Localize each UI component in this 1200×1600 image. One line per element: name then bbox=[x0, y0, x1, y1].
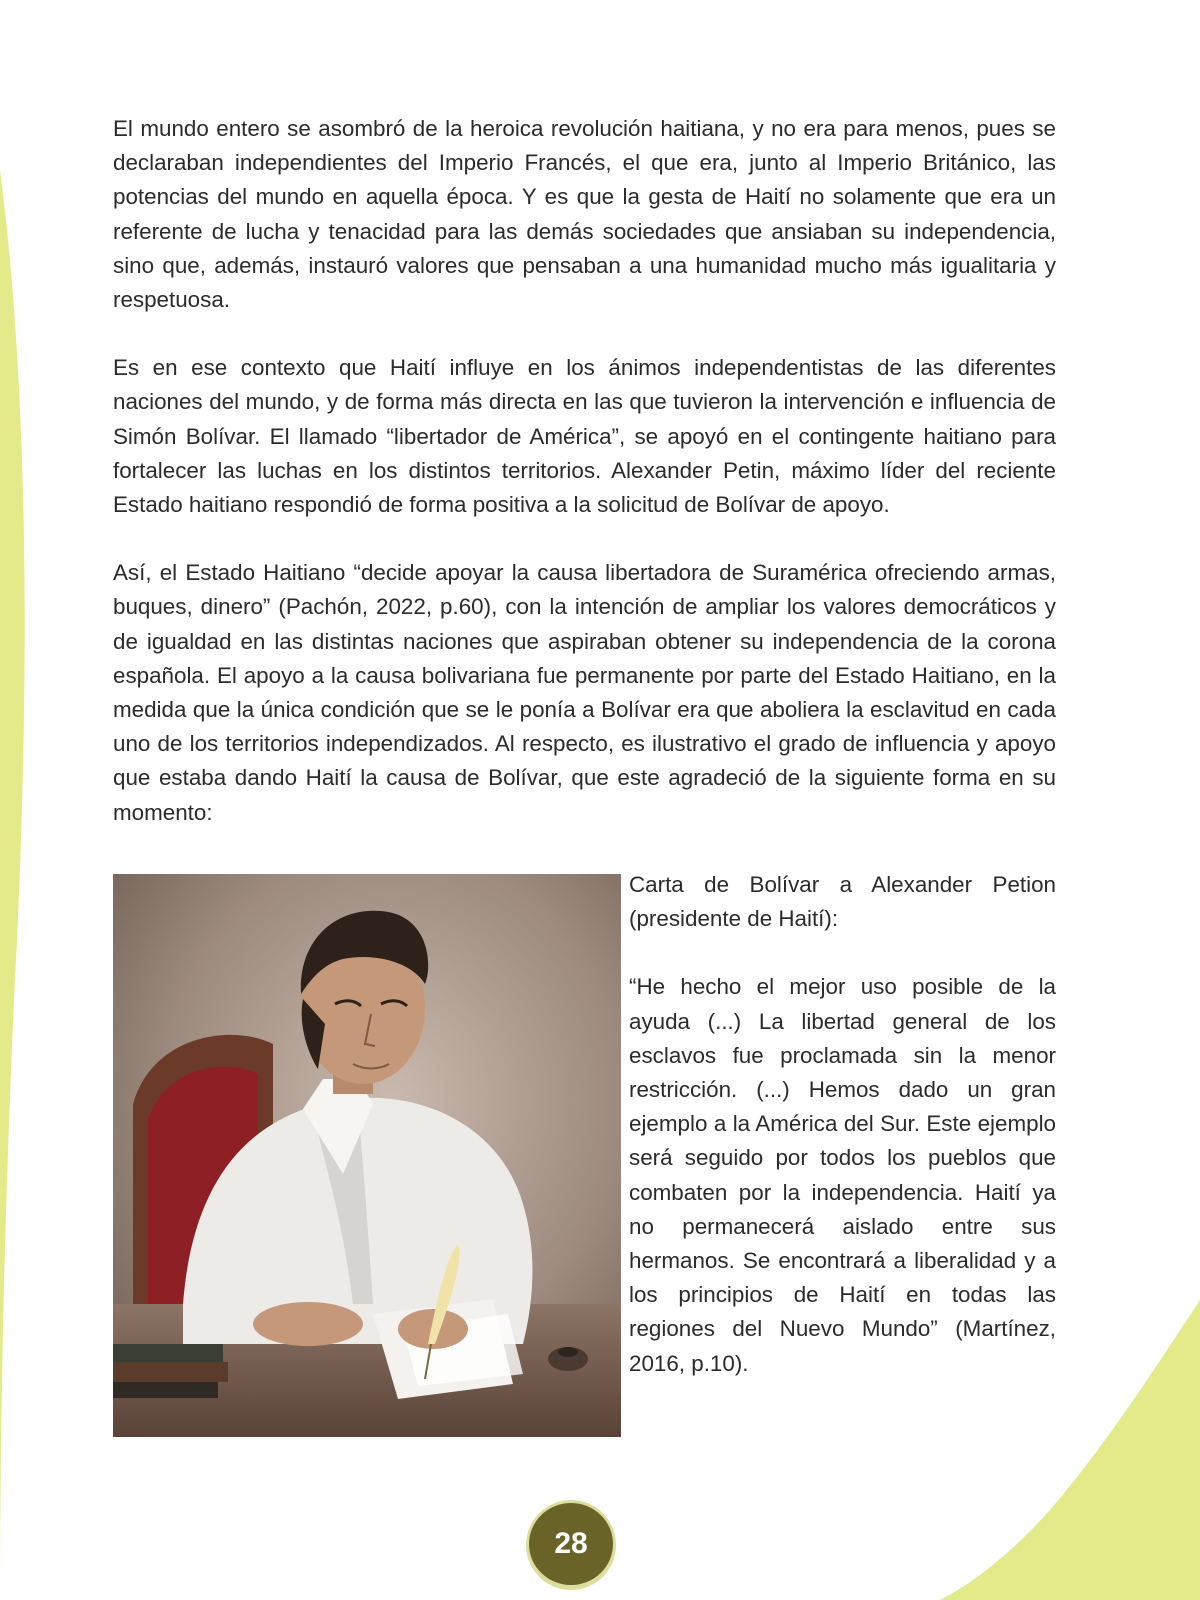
paragraph-1: El mundo entero se asombró de la heroica revolución haitiana, y no era para menos, pues se declaraban independientes del Imperio Francés, el que era, junto al Imperio Británico, las potencias del mundo en aquella época. Y es que la gesta de Haití no solamente que era un referente de lucha y tenacidad para las demás sociedades que ansiaban su independencia, sino que, además, instauró valores que pensaban a una humanidad mucho más igualitaria y respetuosa. bbox=[113, 116, 1056, 313]
body-text bbox=[113, 112, 1056, 864]
portrait-and-letter bbox=[113, 874, 1056, 1437]
letter-quote: “He hecho el mejor uso posible de la ayuda (...) La libertad general de los esclavos fue proclamada sin la menor restricción. (...) Hemos dado un gran ejemplo a la América del Sur. Este ejemplo será seguido por todos los pueblos que combaten por la independencia. Haití ya no permanecerá aislado entre sus hermanos. Se encontrará a liberalidad y a los principios de Haití en todas las regiones del Nuevo Mundo” (Martínez, 2016, p.10). bbox=[629, 974, 1056, 1376]
paragraph-2: Es en ese contexto que Haití influye en los ánimos independentistas de las diferentes naciones del mundo, y de forma más directa en las que tuvieron la intervención e influencia de Simón Bolívar. El llamado “libertador de América”, se apoyó en el contingente haitiano para fortalecer las luchas en los distintos territorios. Alexander Petin, máximo líder del reciente Estado haitiano respondió de forma positiva a la solicitud de Bolívar de apoyo. bbox=[113, 355, 1056, 518]
page-number: 28 bbox=[554, 1527, 588, 1560]
paragraph-3: Así, el Estado Haitiano “decide apoyar la causa libertadora de Suramérica ofreciendo armas, buques, dinero” (Pachón, 2022, p.60), con la intención de ampliar los valores democráticos y de igualdad en las distintas naciones que aspiraban obtener su independencia de la corona española. El apoyo a la causa bolivariana fue permanente por parte del Estado Haitiano, en la medida que la única condición que se le ponía a Bolívar era que aboliera la esclavitud en cada uno de los territorios independizados. Al respecto, es ilustrativo el grado de influencia y apoyo que estaba dando Haití la causa de Bolívar, que este agradeció de la siguiente forma en su momento: bbox=[113, 560, 1056, 825]
letter-quote-block bbox=[629, 868, 1056, 1415]
left-decorative-wave bbox=[0, 0, 40, 1600]
letter-heading: Carta de Bolívar a Alexander Petion (presidente de Haití): bbox=[629, 872, 1056, 932]
bolivar-portrait-illustration bbox=[113, 874, 621, 1437]
page-number-badge bbox=[526, 1500, 616, 1590]
